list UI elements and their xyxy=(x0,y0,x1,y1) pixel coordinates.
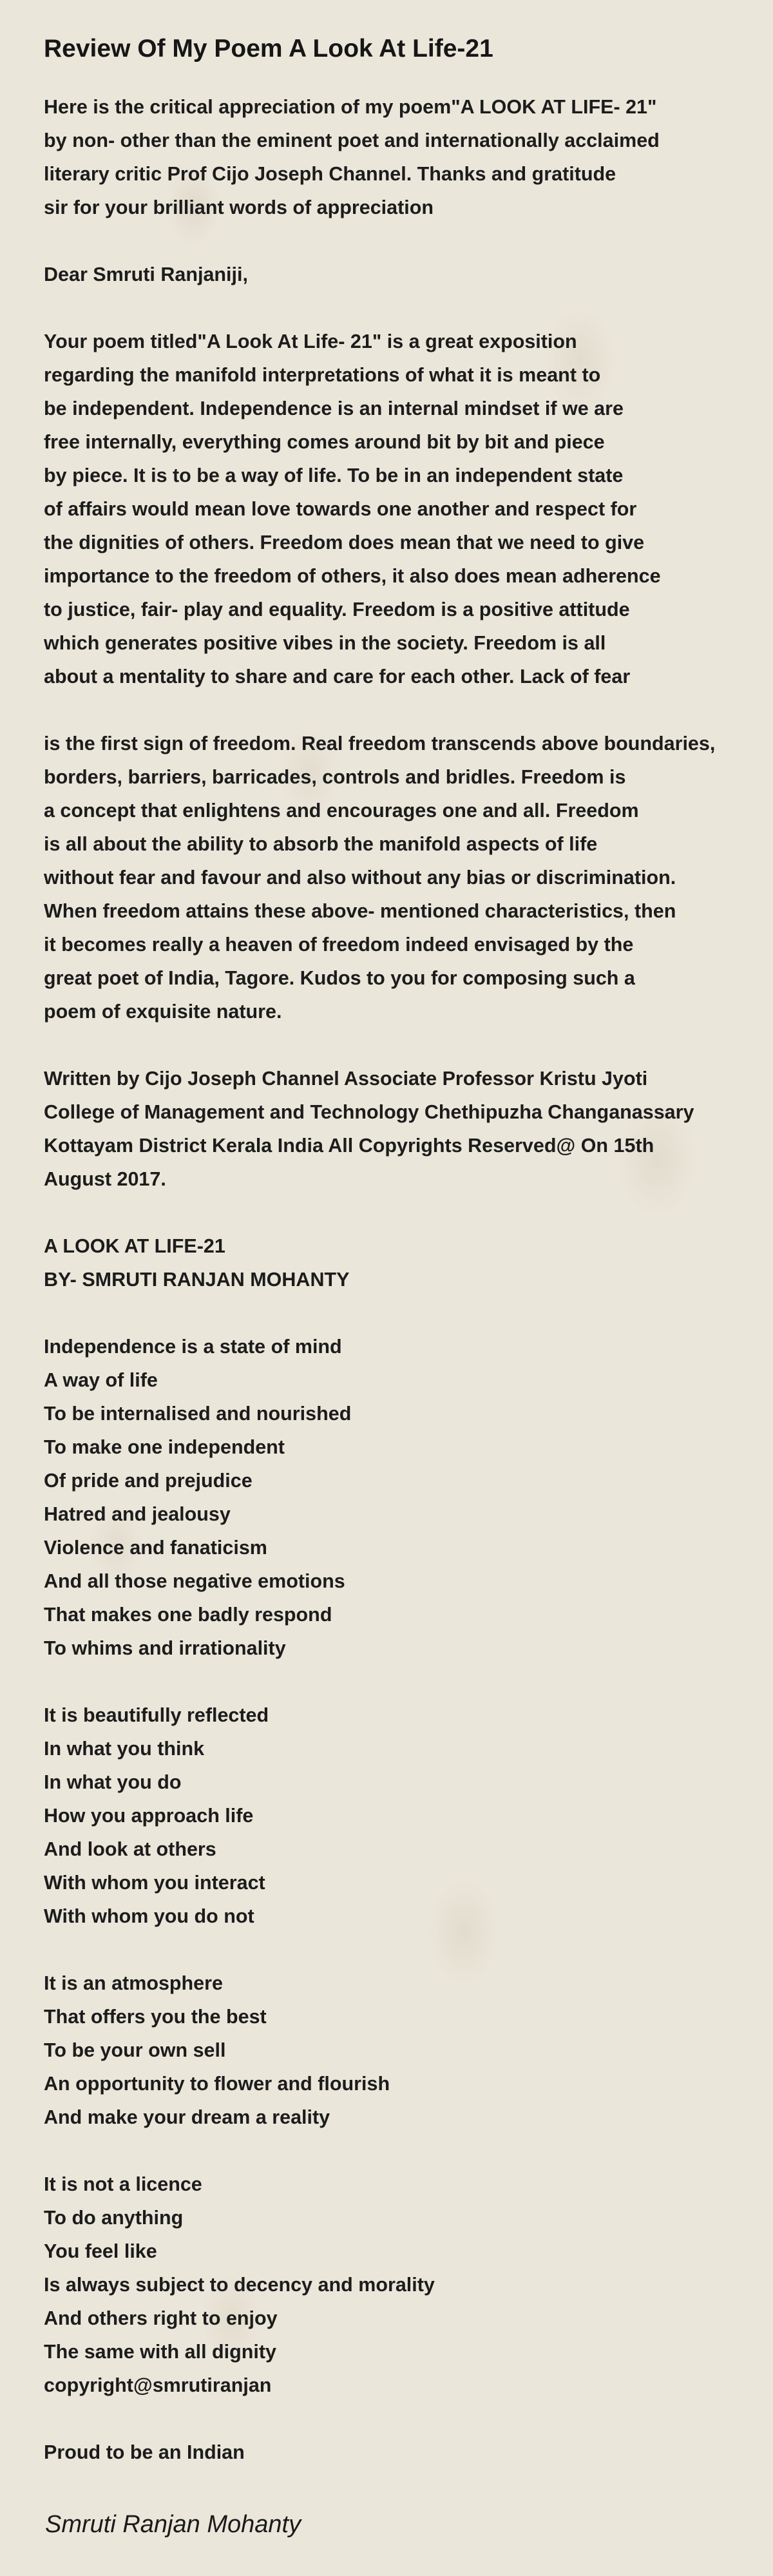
paragraph xyxy=(44,258,736,291)
paragraph-gap xyxy=(44,1665,736,1698)
text-line: regarding the manifold interpretations of what it is meant to xyxy=(44,364,601,386)
text-line: To whims and irrationality xyxy=(44,1637,286,1659)
paragraph xyxy=(44,1330,736,1665)
text-line: And others right to enjoy xyxy=(44,2307,278,2329)
text-line: It is not a licence xyxy=(44,2173,202,2195)
paragraph-gap xyxy=(44,1028,736,1062)
text-line: To be internalised and nourished xyxy=(44,1403,352,1425)
text-line: a concept that enlightens and encourages one and all. Freedom xyxy=(44,800,639,822)
text-line: With whom you interact xyxy=(44,1872,265,1894)
text-line: Written by Cijo Joseph Channel Associate Professor Kristu Jyoti xyxy=(44,1068,648,1090)
text-line: Hatred and jealousy xyxy=(44,1503,231,1525)
text-line: which generates positive vibes in the society. Freedom is all xyxy=(44,632,606,654)
text-line: The same with all dignity xyxy=(44,2341,276,2363)
paragraph xyxy=(44,1698,736,1933)
paragraph-gap xyxy=(44,693,736,727)
text-line: poem of exquisite nature. xyxy=(44,1001,282,1023)
paragraph xyxy=(44,2167,736,2402)
text-line: by non- other than the eminent poet and internationally acclaimed xyxy=(44,130,660,151)
text-line: Proud to be an Indian xyxy=(44,2441,245,2463)
paragraph xyxy=(44,90,736,224)
text-line: And make your dream a reality xyxy=(44,2106,330,2128)
text-line: Violence and fanaticism xyxy=(44,1537,267,1559)
text-line: To make one independent xyxy=(44,1436,285,1458)
text-line: great poet of India, Tagore. Kudos to you for composing such a xyxy=(44,967,635,989)
text-line: literary critic Prof Cijo Joseph Channel. Thanks and gratitude xyxy=(44,163,616,185)
text-line: Is always subject to decency and morality xyxy=(44,2274,435,2296)
text-line: August 2017. xyxy=(44,1168,166,1190)
text-line: to justice, fair- play and equality. Freedom is a positive attitude xyxy=(44,599,630,620)
text-line: Dear Smruti Ranjaniji, xyxy=(44,264,248,285)
text-line: That makes one badly respond xyxy=(44,1604,332,1626)
text-line: free internally, everything comes around bit by bit and piece xyxy=(44,431,605,453)
paragraph xyxy=(44,1229,736,1296)
paragraph-gap xyxy=(44,224,736,258)
text-line: of affairs would mean love towards one another and respect for xyxy=(44,498,637,520)
text-line: it becomes really a heaven of freedom indeed envisaged by the xyxy=(44,934,634,956)
text-line: An opportunity to flower and flourish xyxy=(44,2073,390,2095)
paragraph-gap xyxy=(44,2134,736,2167)
text-line: importance to the freedom of others, it also does mean adherence xyxy=(44,565,661,587)
text-line: That offers you the best xyxy=(44,2006,267,2028)
text-line: Kottayam District Kerala India All Copyrights Reserved@ On 15th xyxy=(44,1135,654,1157)
text-line: be independent. Independence is an internal mindset if we are xyxy=(44,398,624,419)
text-line: is all about the ability to absorb the manifold aspects of life xyxy=(44,833,598,855)
text-line: the dignities of others. Freedom does mean that we need to give xyxy=(44,532,645,553)
paragraph-gap xyxy=(44,1296,736,1330)
text-line: A LOOK AT LIFE-21 xyxy=(44,1235,225,1257)
author-signature: Smruti Ranjan Mohanty xyxy=(45,2511,301,2538)
text-line: It is an atmosphere xyxy=(44,1972,223,1994)
paragraph-gap xyxy=(44,1933,736,1966)
paragraph xyxy=(44,1966,736,2134)
text-line: Your poem titled"A Look At Life- 21" is a great exposition xyxy=(44,331,577,352)
paragraph-gap xyxy=(44,1196,736,1229)
text-line: by piece. It is to be a way of life. To be in an independent state xyxy=(44,465,624,486)
paragraph-gap xyxy=(44,291,736,325)
text-line: It is beautifully reflected xyxy=(44,1704,269,1726)
text-line: In what you do xyxy=(44,1771,182,1793)
text-line: BY- SMRUTI RANJAN MOHANTY xyxy=(44,1269,350,1291)
paragraph xyxy=(44,727,736,1028)
paragraph xyxy=(44,2436,736,2469)
text-line: In what you think xyxy=(44,1738,205,1760)
text-line: without fear and favour and also without any bias or discrimination. xyxy=(44,867,676,889)
text-line: How you approach life xyxy=(44,1805,254,1827)
text-line: College of Management and Technology Chethipuzha Changanassary xyxy=(44,1101,694,1123)
text-line: To be your own sell xyxy=(44,2039,226,2061)
text-line: You feel like xyxy=(44,2240,157,2262)
text-line: Independence is a state of mind xyxy=(44,1336,342,1358)
text-line: With whom you do not xyxy=(44,1905,254,1927)
paragraph xyxy=(44,1062,736,1196)
text-line: Of pride and prejudice xyxy=(44,1470,253,1492)
paragraph-gap xyxy=(44,2402,736,2436)
text-line: To do anything xyxy=(44,2207,184,2229)
poem-body xyxy=(44,90,736,2469)
text-line: And look at others xyxy=(44,1838,216,1860)
text-line: about a mentality to share and care for each other. Lack of fear xyxy=(44,666,631,687)
text-line: is the first sign of freedom. Real freedom transcends above boundaries, xyxy=(44,733,716,755)
poem-title: Review Of My Poem A Look At Life-21 xyxy=(44,35,493,62)
text-line: borders, barriers, barricades, controls and bridles. Freedom is xyxy=(44,766,626,788)
text-line: A way of life xyxy=(44,1369,158,1391)
text-line: Here is the critical appreciation of my poem"A LOOK AT LIFE- 21" xyxy=(44,96,657,118)
text-line: copyright@smrutiranjan xyxy=(44,2374,272,2396)
text-line: When freedom attains these above- mentioned characteristics, then xyxy=(44,900,676,922)
text-line: sir for your brilliant words of appreciation xyxy=(44,197,434,218)
paragraph xyxy=(44,325,736,693)
text-line: And all those negative emotions xyxy=(44,1570,345,1592)
